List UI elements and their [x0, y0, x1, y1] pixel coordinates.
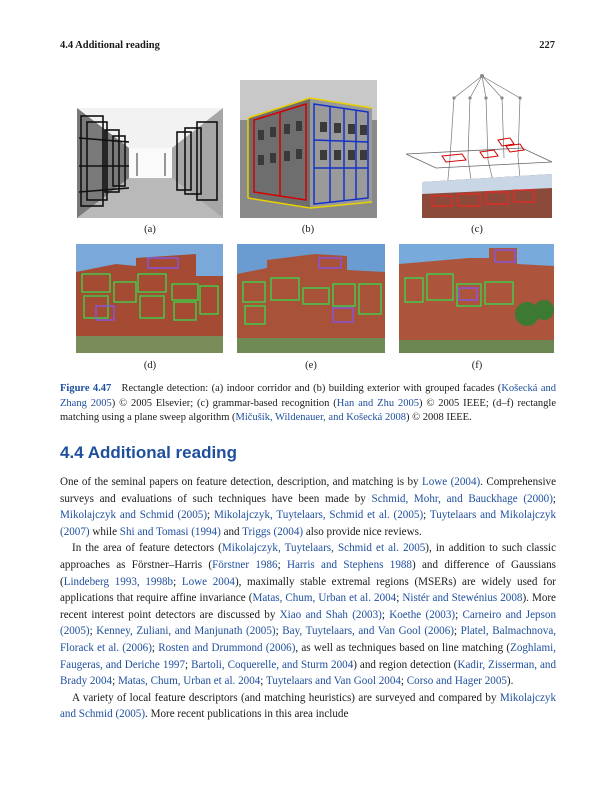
figure-b-building-facades — [240, 80, 377, 218]
citation-link[interactable]: Matas, Chum, Urban et al. 2004 — [117, 675, 261, 688]
citation-link[interactable]: Corso and Hager 2005 — [406, 675, 507, 688]
citation-link[interactable]: Bay, Tuytelaars, and Van Gool (2006) — [282, 625, 454, 638]
paragraph-text: ; — [396, 592, 403, 605]
figure-label-b: (b) — [301, 224, 315, 235]
paragraph-text: ). — [506, 675, 514, 688]
paragraph-text: ; — [453, 625, 461, 638]
paragraph-3 — [60, 690, 556, 723]
paragraph-text: ; — [151, 641, 159, 654]
paragraph-text: A variety of local feature descriptors (and matching heuristics) are surveyed and compared by — [72, 691, 500, 704]
paragraph-text: ), in addition to such classic approaches as Förstner–Harris ( — [60, 542, 556, 571]
citation-link[interactable]: Harris and Stephens 1988 — [287, 558, 412, 571]
citation-link[interactable]: Matas, Chum, Urban et al. 2004 — [252, 592, 397, 605]
citation-link[interactable]: Mikolajczyk and Schmid (2005) — [60, 691, 556, 721]
citation-link[interactable]: Mikolajczyk, Tuytelaars, Schmid et al. (2005) — [213, 509, 424, 522]
citation-link[interactable]: Zoghlami, Faugeras, and Deriche 1997 — [60, 641, 556, 671]
paragraph-text: ; — [112, 675, 118, 688]
figure-label-a: (a) — [144, 224, 156, 235]
paragraph-text: ; — [260, 675, 266, 688]
citation-link[interactable]: Förstner 1986 — [212, 558, 278, 571]
paragraph-1 — [60, 474, 556, 540]
paragraph-text: In the area of feature detectors ( — [72, 542, 222, 555]
paragraph-text: ; — [207, 509, 214, 522]
figure-c-grammar-parse — [402, 70, 554, 218]
paragraph-text: , as well as techniques based on line matching ( — [295, 641, 511, 654]
figure-e-plane-sweep — [237, 244, 385, 353]
figure-caption — [60, 382, 556, 426]
paragraph-text: ; — [381, 608, 390, 621]
paragraph-text: ; — [423, 509, 430, 522]
paragraph-text: ; — [552, 492, 557, 505]
citation-link[interactable]: Lowe (2004) — [421, 476, 481, 488]
paragraph-text: ; — [455, 608, 463, 621]
paragraph-text: ) and region detection ( — [353, 658, 458, 671]
figure-label-d: (d) — [143, 360, 157, 371]
figure-f-plane-sweep — [399, 244, 554, 353]
citation-link[interactable]: Kadir, Zisserman, and Brady 2004 — [60, 658, 557, 688]
paragraph-text: while — [89, 525, 120, 538]
citation-link[interactable]: Tuytelaars and Mikolajczyk (2007) — [60, 509, 556, 538]
caption-citation-link[interactable]: Mičušík, Wildenauer, and Košecká 2008 — [235, 412, 406, 423]
figure-label-c: (c) — [471, 224, 483, 235]
paragraph-text: ; — [400, 675, 407, 688]
paragraph-text: ), maximally stable extremal regions (MSERs) are widely used for applications that require affine invariance ( — [60, 575, 556, 605]
paragraph-text: and — [220, 525, 243, 538]
section-heading: 4.4 Additional reading — [60, 443, 237, 462]
paragraph-text: ) and difference of Gaussians ( — [60, 558, 557, 588]
paragraph-text: ; — [275, 625, 283, 638]
figure-label-e: (e) — [305, 360, 317, 371]
caption-citation-link[interactable]: Han and Zhu 2005 — [336, 397, 419, 409]
paragraph-text: ; — [89, 625, 97, 638]
citation-link[interactable]: Carneiro and Jepson (2005) — [60, 608, 557, 638]
paragraph-text: . More recent publications in this area include — [145, 708, 349, 721]
citation-link[interactable]: Xiao and Shah (2003) — [279, 608, 382, 621]
citation-link[interactable]: Lowe 2004 — [181, 575, 235, 588]
paragraph-text: . Comprehensive surveys and evaluations of such techniques have been made by — [60, 476, 556, 505]
caption-text: Rectangle detection: (a) indoor corridor and (b) building exterior with grouped facades ( — [121, 383, 502, 394]
citation-link[interactable]: Kenney, Zuliani, and Manjunath (2005) — [96, 625, 276, 638]
paragraph-text: ; — [277, 558, 287, 571]
citation-link[interactable]: Platel, Balmachnova, Florack et al. (2006) — [60, 625, 557, 654]
citation-link[interactable]: Shi and Tomasi (1994) — [119, 525, 221, 538]
paragraph-text: ). More recent interest point detectors are discussed by — [60, 592, 556, 621]
citation-link[interactable]: Schmid, Mohr, and Bauckhage (2000) — [371, 492, 553, 505]
paragraph-text: ; — [185, 658, 192, 671]
citation-link[interactable]: Nistér and Stewénius 2008 — [402, 592, 523, 605]
caption-text: ) © 2008 IEEE. — [405, 412, 472, 423]
citation-link[interactable]: Mikolajczyk and Schmid (2005) — [60, 509, 208, 522]
citation-link[interactable]: Lindeberg 1993, 1998b — [63, 575, 174, 588]
citation-link[interactable]: Bartoli, Coquerelle, and Sturm 2004 — [191, 658, 354, 671]
citation-link[interactable]: Triggs (2004) — [242, 525, 304, 538]
citation-link[interactable]: Rosten and Drummond (2006) — [158, 641, 296, 654]
caption-figure-label: Figure 4.47 — [60, 383, 112, 394]
caption-citation-link[interactable]: Košecká and Zhang 2005 — [60, 383, 556, 409]
caption-text: ) © 2005 Elsevier; (c) grammar-based recognition ( — [111, 397, 337, 409]
caption-text: ) © 2005 IEEE; (d–f) rectangle matching using a plane sweep algorithm ( — [60, 397, 556, 423]
body-text — [60, 474, 556, 723]
figure-a-corridor — [77, 108, 223, 218]
paragraph-2 — [60, 540, 556, 689]
paragraph-text: One of the seminal papers on feature detection, description, and matching is by — [60, 476, 422, 488]
citation-link[interactable]: Mikolajczyk, Tuytelaars, Schmid et al. 2005 — [221, 542, 426, 555]
page-number: 227 — [539, 40, 555, 51]
citation-link[interactable]: Tuytelaars and Van Gool 2004 — [265, 675, 401, 688]
citation-link[interactable]: Koethe (2003) — [389, 608, 456, 621]
figure-label-f: (f) — [471, 360, 483, 371]
paragraph-text: also provide nice reviews. — [303, 525, 422, 538]
running-header-title: 4.4 Additional reading — [60, 40, 160, 51]
figure-d-plane-sweep — [76, 244, 223, 353]
paragraph-text: ; — [173, 575, 182, 588]
